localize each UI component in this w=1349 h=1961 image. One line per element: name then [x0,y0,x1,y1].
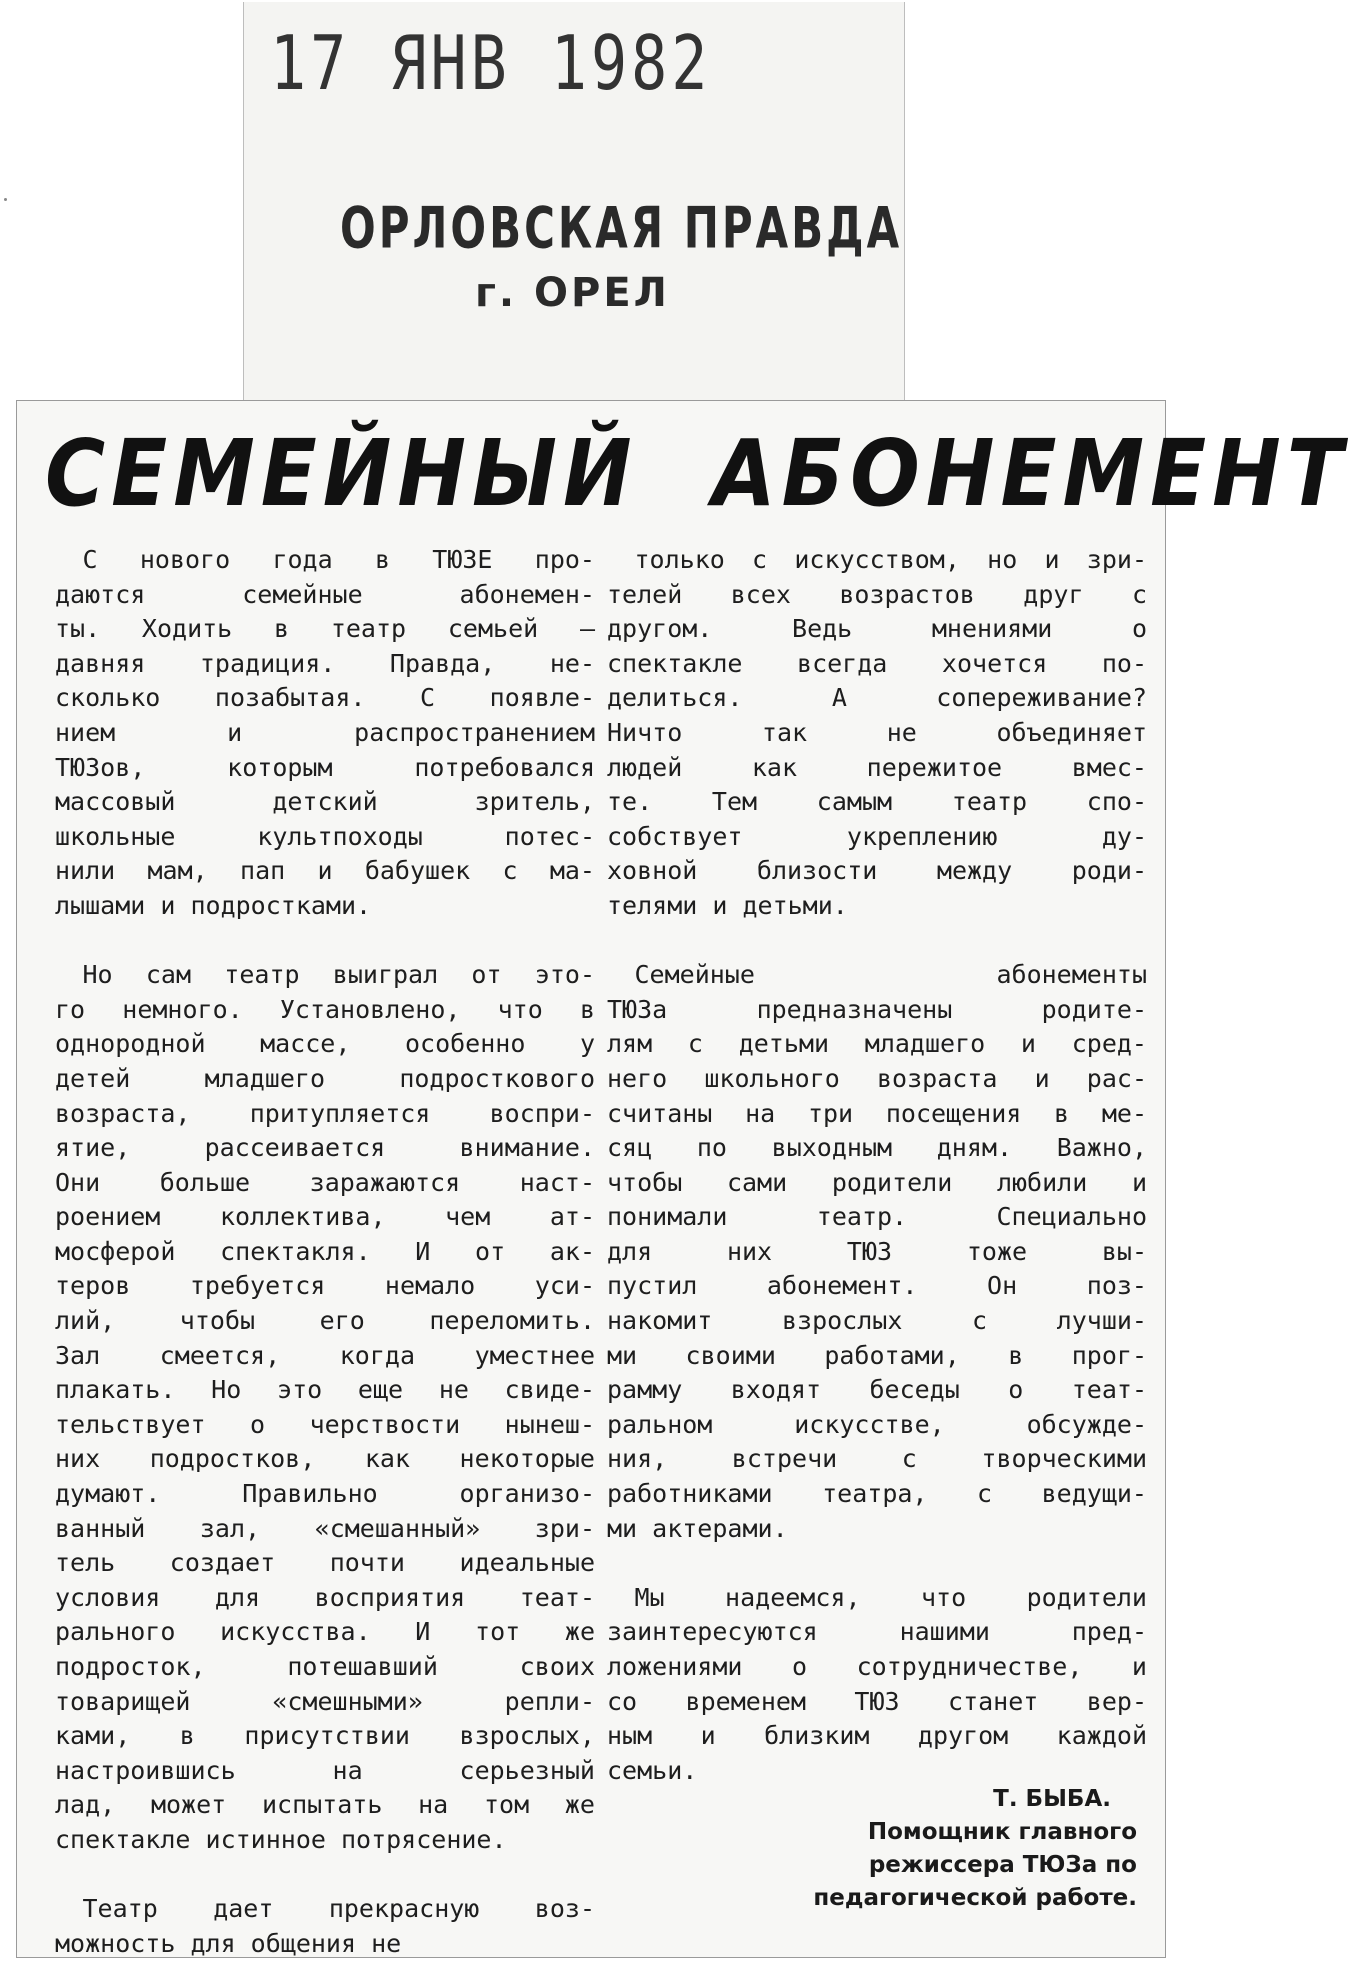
article-text-line: настроившись на серьезный [55,1755,595,1785]
article-column-right [607,543,1147,1788]
article-text-line: чтобы сами родители любили и [607,1167,1147,1197]
article-text-line: телями и детьми. [607,890,848,920]
article-text-line: нием и распространением [55,717,595,747]
article-headline: СЕМЕЙНЫЙ АБОНЕМЕНТ [45,421,1349,528]
article-text-line: давняя традиция. Правда, не- [55,648,595,678]
article-text-line: ральном искусстве, обсужде- [607,1409,1147,1439]
article-text-line: лий, чтобы его переломить. [55,1306,595,1336]
paragraph-gap [607,1546,1147,1581]
article-text-line: Ничто так не объединяет [607,717,1147,747]
article-text-line: ятие, рассеивается внимание. [55,1133,595,1163]
article-text-line: школьные культпоходы потес- [55,821,595,851]
article-text-line: ложениями о сотрудничестве, и [607,1652,1147,1681]
article-text-line: ванный зал, «смешанный» зри- [55,1513,595,1543]
article-text-line: накомит взрослых с лучши- [607,1306,1147,1336]
article-text-line: тель создает почти идеальные [55,1548,595,1578]
article-text-line: делиться. А сопереживание? [607,683,1147,713]
article-text-line: ми своими работами, в прог- [607,1340,1147,1370]
article-text-line: условия для восприятия теат- [55,1582,595,1612]
article-text-line: теров требуется немало уси- [55,1271,595,1301]
article-text-line: тельствует о черствости нынеш- [55,1409,595,1439]
article-text-line: ховной близости между роди- [607,856,1147,886]
article-text-line: сколько позабытая. С появле- [55,683,595,713]
article-text-line: пустил абонемент. Он поз- [607,1271,1147,1301]
article-text-line: мосферой спектакля. И от ак- [55,1236,595,1266]
article-text-line: рального искусства. И тот же [55,1617,595,1647]
article-text-line: ния, встречи с творческими [607,1444,1147,1474]
article-text-line: Театр дает прекрасную воз- [82,1894,595,1924]
article-text-line: Семейные абонементы [634,960,1147,990]
article-column-left [55,543,595,1961]
article-text-line: для них ТЮЗ тоже вы- [607,1236,1147,1266]
article-text-line: го немного. Установлено, что в [55,994,595,1024]
article-text-line: телей всех возрастов друг с [607,579,1147,609]
article-text-line: работниками театра, с ведущи- [607,1479,1147,1509]
article-text-line: заинтересуются нашими пред- [607,1617,1147,1647]
article-text-line: со временем ТЮЗ станет вер- [607,1686,1147,1716]
article-text-line: спектакле истинное потрясение. [55,1824,507,1854]
article-text-line: ным и близким другом каждой [607,1721,1147,1751]
author-name: Т. БЫБА. [993,1786,1111,1812]
article-text-line: Зал смеется, когда уместнее [55,1340,595,1370]
paragraph-gap [55,1858,595,1893]
article-text-line: Мы надеемся, что родители [634,1582,1147,1612]
article-text-line: рамму входят беседы о теат- [607,1375,1147,1405]
author-position-line: режиссера ТЮЗа по [868,1852,1137,1878]
article-text-line: плакать. Но это еще не свиде- [55,1375,595,1405]
article-text-line: думают. Правильно организо- [55,1479,595,1509]
article-text-line: только с искусством, но и зри- [634,545,1147,574]
article-text-line: ТЮЗа предназначены родите- [607,994,1147,1024]
article-text-line: сяц по выходным дням. Важно, [607,1133,1147,1163]
paper-speck [4,198,7,201]
article-text-line: спектакле всегда хочется по- [607,648,1147,678]
newspaper-city-stamp: г. ОРЕЛ [475,270,670,316]
article-text-line: ми актерами. [607,1513,788,1543]
article-text-line: С нового года в ТЮЗЕ про- [82,545,595,574]
date-stamp: 17 ЯНВ 1982 [270,20,712,108]
article-text-line: понимали театр. Специально [607,1202,1147,1232]
article-text-line: товарищей «смешными» репли- [55,1686,595,1716]
article-text-line: другом. Ведь мнениями о [607,614,1147,644]
article-text-line: возраста, притупляется воспри- [55,1098,595,1128]
author-position-line: педагогической работе. [813,1885,1137,1911]
article-text-line: них подростков, как некоторые [55,1444,595,1474]
paragraph-gap [607,924,1147,959]
article-text-line: Они больше заражаются наст- [55,1167,595,1197]
article-text-line: подросток, потешавший своих [55,1652,595,1681]
article-text-line: собствует укреплению ду- [607,821,1147,851]
article-text-line: людей как пережитое вмес- [607,752,1147,782]
author-position-line: Помощник главного [867,1819,1137,1845]
paragraph-gap [55,924,595,959]
article-text-line: ками, в присутствии взрослых, [55,1721,595,1751]
article-text-line: можность для общения не [55,1928,402,1958]
article-text-line: считаны на три посещения в ме- [607,1098,1147,1128]
article-text-line: роением коллектива, чем ат- [55,1202,595,1232]
article-text-line: нили мам, пап и бабушек с ма- [55,856,595,886]
article-text-line: массовый детский зритель, [55,787,595,817]
article-text-line: него школьного возраста и рас- [607,1063,1147,1093]
newspaper-clipping [16,400,1349,1958]
article-text-line: лад, может испытать на том же [55,1790,595,1820]
article-text-line: те. Тем самым театр спо- [607,787,1147,817]
article-text-line: ты. Ходить в театр семьей — [55,614,595,644]
article-text-line: однородной массе, особенно у [55,1029,595,1059]
article-text-line: лям с детьми младшего и сред- [607,1029,1147,1059]
article-text-line: семьи. [607,1755,698,1785]
newspaper-name-stamp: ОРЛОВСКАЯ ПРАВДА [340,195,903,262]
article-text-line: детей младшего подросткового [55,1063,595,1093]
article-signature [717,1783,1137,1915]
article-text-line: лышами и подростками. [55,890,372,920]
article-text-line: ТЮЗов, которым потребовался [55,752,595,782]
article-text-line: даются семейные абонемен- [55,579,595,609]
article-text-line: Но сам театр выиграл от это- [82,960,595,990]
